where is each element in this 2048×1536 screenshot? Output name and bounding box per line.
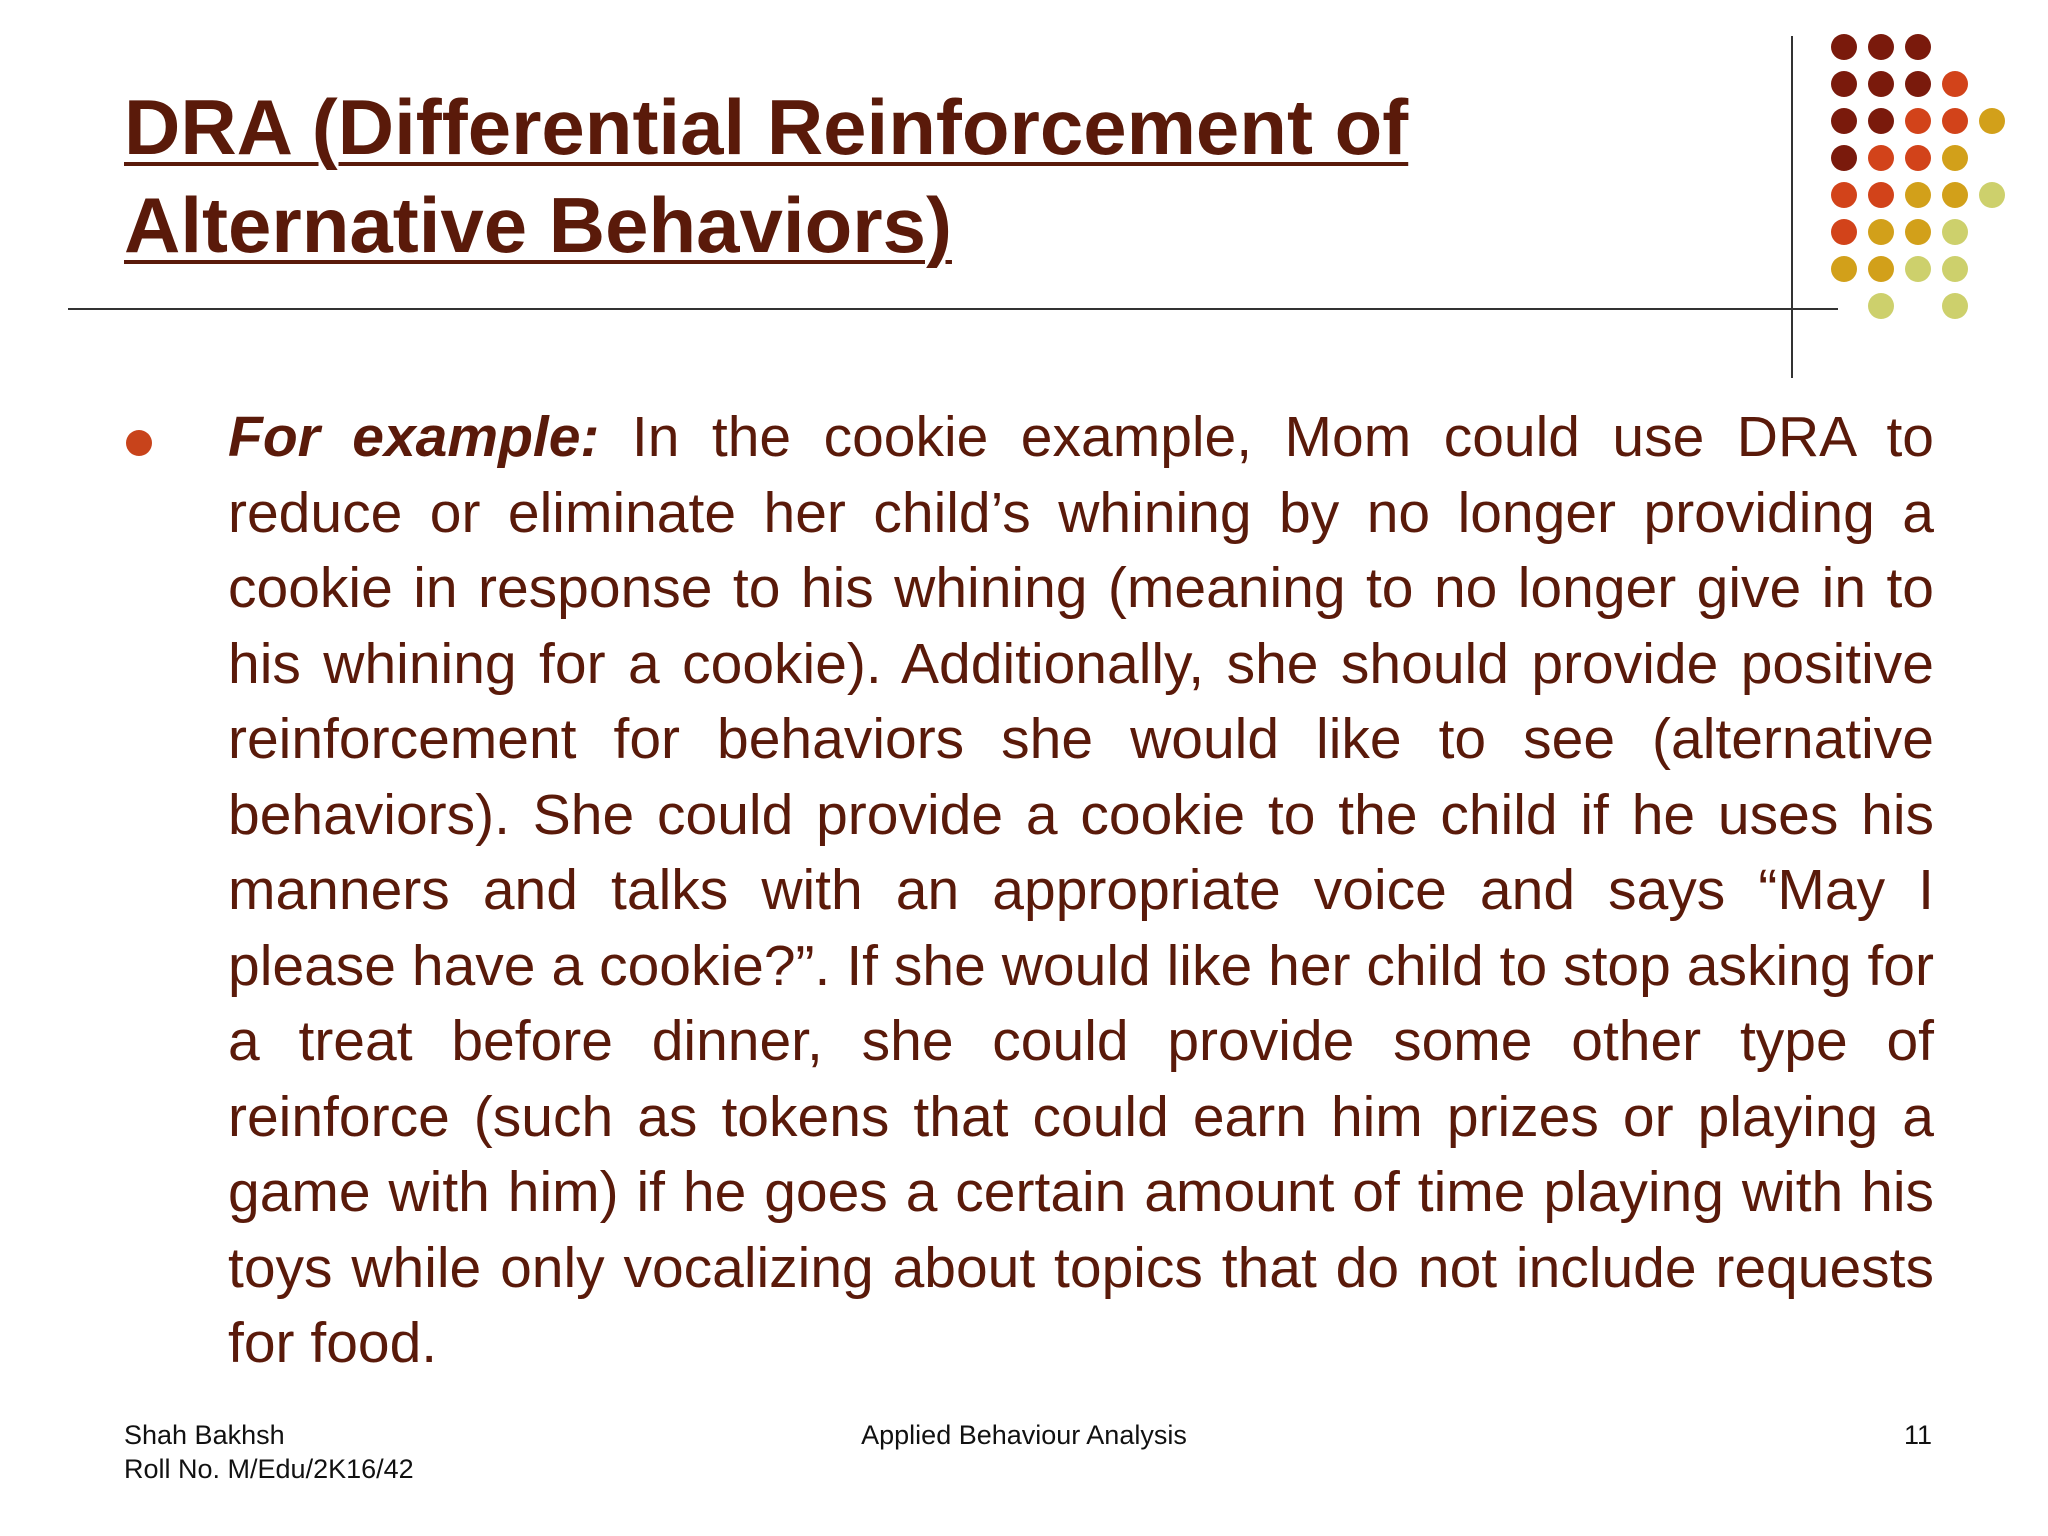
footer-page-number: 11 — [1903, 1420, 1932, 1450]
bullet-lead: For example: — [228, 405, 600, 469]
decor-dot — [1979, 108, 2005, 134]
decor-dot — [1905, 182, 1931, 208]
decor-dot — [1942, 145, 1968, 171]
footer-roll-number: Roll No. M/Edu/2K16/42 — [124, 1454, 414, 1484]
title-divider-horizontal — [68, 308, 1838, 310]
decor-dot — [1868, 108, 1894, 134]
decor-dot — [1942, 108, 1968, 134]
decor-dot — [1868, 145, 1894, 171]
decor-dot — [1831, 219, 1857, 245]
decor-dot — [1905, 256, 1931, 282]
decor-dot — [1831, 71, 1857, 97]
decor-dot — [1868, 219, 1894, 245]
footer-author: Shah Bakhsh — [124, 1420, 285, 1450]
decor-dot — [1905, 71, 1931, 97]
decor-dot — [1868, 34, 1894, 60]
decor-dot — [1979, 182, 2005, 208]
slide-title — [124, 78, 1704, 274]
bullet-body: In the cookie example, Mom could use DRA to reduce or eliminate her child’s whining by no longer providing a cookie in response to his whining (meaning to no longer give in to his whining for a cookie). Additionally, she should provide positive reinforcement for behaviors she would like to see (alternative behaviors). She could provide a cookie to the child if he uses his manners and talks with an appropriate voice and says “May I please have a cookie?”. If she would like her child to stop asking for a treat before dinner, she could provide some other type of reinforce (such as tokens that could earn him prizes or playing a game with him) if he goes a certain amount of time playing with his toys while only vocalizing about topics that do not include requests for food. — [228, 405, 1934, 1375]
decor-dot — [1942, 219, 1968, 245]
decor-dot — [1868, 182, 1894, 208]
bullet-paragraph — [228, 400, 1934, 1382]
decor-dot — [1942, 182, 1968, 208]
decor-dot — [1905, 145, 1931, 171]
decor-dot — [1868, 293, 1894, 319]
decor-dot — [1831, 182, 1857, 208]
decor-dot — [1942, 256, 1968, 282]
decor-dot — [1868, 256, 1894, 282]
bullet-dot — [126, 430, 152, 456]
slide-title-line-2: Alternative Behaviors) — [124, 181, 952, 269]
decor-dot — [1831, 34, 1857, 60]
decor-dot — [1942, 71, 1968, 97]
decor-dot — [1831, 256, 1857, 282]
decor-dot — [1831, 145, 1857, 171]
title-divider-vertical — [1791, 36, 1793, 378]
decor-dot — [1905, 219, 1931, 245]
decor-dot — [1831, 108, 1857, 134]
decor-dot — [1905, 34, 1931, 60]
decor-dot — [1942, 293, 1968, 319]
decor-dot — [1905, 108, 1931, 134]
decorative-dot-grid — [1820, 30, 2040, 340]
decor-dot — [1868, 71, 1894, 97]
slide-title-line-1: DRA (Differential Reinforcement of — [124, 83, 1409, 171]
footer-course: Applied Behaviour Analysis — [861, 1420, 1187, 1450]
